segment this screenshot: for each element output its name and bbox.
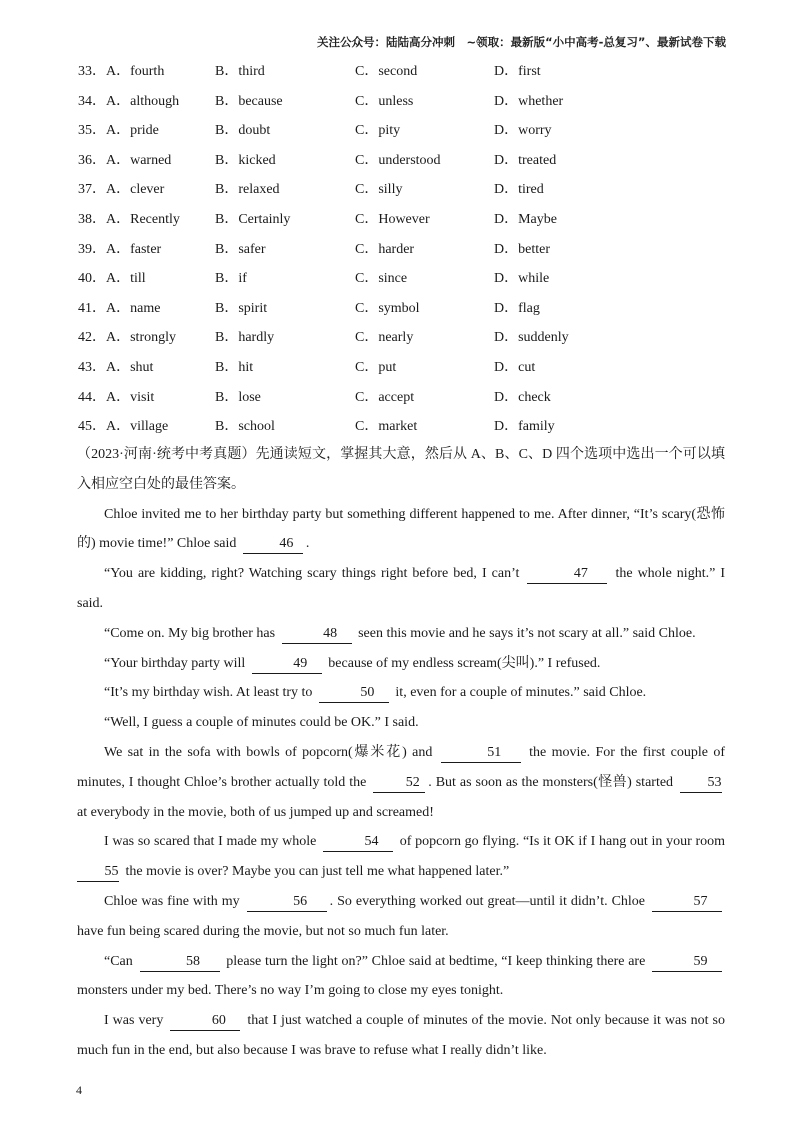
option-a: A．although [106, 93, 180, 109]
passage-paragraph [77, 947, 725, 1007]
question-number: 40． [78, 271, 106, 287]
option-c: C．pity [355, 123, 401, 139]
option-row [78, 269, 738, 299]
blank-46: 46 [243, 536, 303, 554]
passage-text: “Can [104, 953, 133, 969]
option-b: B．lose [215, 389, 261, 405]
passage-paragraph: “Well, I guess a couple of minutes could be OK.” I said. [104, 715, 419, 731]
passage-text: of popcorn go flying. “Is it OK if I hang out in your room [399, 834, 725, 850]
option-a: A．pride [106, 123, 159, 139]
option-a: A．shut [106, 359, 154, 375]
option-b: B．Certainly [215, 211, 291, 227]
blank-60: 60 [170, 1013, 240, 1031]
blank-59: 59 [652, 954, 722, 972]
option-d: D．suddenly [494, 330, 569, 346]
option-a: A．strongly [106, 330, 176, 346]
blank-47: 47 [527, 566, 607, 584]
option-a: A．faster [106, 241, 162, 257]
option-d: D．while [494, 271, 550, 287]
passage-text: . So everything worked out great—until it didn’t. Chloe [329, 893, 646, 909]
passage-text: seen this movie and he says it’s not scary at all.” said Chloe. [358, 625, 696, 641]
option-row [78, 240, 738, 270]
question-number: 33． [78, 64, 106, 79]
option-d: D．worry [494, 123, 552, 139]
option-b: B．hit [215, 359, 254, 375]
question-number: 37． [78, 182, 106, 198]
option-d: D．cut [494, 359, 536, 375]
passage-text: the movie is over? Maybe you can just tell me what happened later.” [125, 864, 510, 880]
option-a: A．village [106, 419, 169, 435]
option-d: D．first [494, 64, 541, 79]
passage-text: “It’s my birthday wish. At least try to [104, 685, 313, 701]
option-row [78, 151, 738, 181]
option-b: B．kicked [215, 152, 276, 168]
question-number: 36． [78, 152, 106, 168]
passage-paragraph [77, 619, 725, 649]
option-b: B．relaxed [215, 182, 280, 198]
blank-52: 52 [373, 775, 425, 793]
question-number: 38． [78, 211, 106, 227]
option-d: D．check [494, 389, 551, 405]
blank-57: 57 [652, 894, 722, 912]
option-row [78, 92, 738, 122]
option-c: C．since [355, 271, 408, 287]
option-c: C．market [355, 419, 418, 435]
blank-53: 53 [680, 775, 722, 793]
blank-48: 48 [282, 626, 352, 644]
option-row [78, 180, 738, 210]
question-number: 45． [78, 419, 106, 435]
passage-text: please turn the light on?” Chloe said at bedtime, “I keep thinking there are [226, 953, 646, 969]
option-row [78, 299, 738, 329]
blank-56: 56 [247, 894, 327, 912]
option-d: D．better [494, 241, 550, 257]
passage-paragraph [77, 887, 725, 947]
option-b: B．safer [215, 241, 266, 257]
question-number: 43． [78, 359, 106, 375]
passage-text: We sat in the sofa with bowls of popcorn(爆米花) and [104, 744, 433, 760]
option-b: B．spirit [215, 300, 268, 316]
question-number: 35． [78, 123, 106, 139]
option-b: B．if [215, 271, 247, 287]
passage-text: it, even for a couple of minutes.” said Chloe. [395, 685, 647, 701]
option-b: B．hardly [215, 330, 275, 346]
passage-text: because of my endless scream(尖叫).” I refused. [328, 655, 601, 671]
option-d: D．family [494, 419, 555, 435]
blank-55: 55 [77, 864, 119, 882]
blank-50: 50 [319, 685, 389, 703]
option-a: A．warned [106, 152, 172, 168]
blank-49: 49 [252, 656, 322, 674]
option-c: C．silly [355, 182, 403, 198]
passage-text: at everybody in the movie, both of us jumped up and screamed! [77, 804, 434, 820]
passage-text: the movie. For the first couple of minutes, I thought Chloe’s brother actually told the [77, 744, 726, 790]
question-number: 39． [78, 241, 106, 257]
option-c: C．symbol [355, 300, 420, 316]
option-c: C．nearly [355, 330, 414, 346]
passage-text: have fun being scared during the movie, but not so much fun later. [77, 923, 449, 939]
passage-text: that I just watched a couple of minutes of the movie. Not only because it was not so much fun in the end, but also because I was brave to refuse what I really didn’t like. [77, 1013, 726, 1058]
cloze-passage [77, 440, 725, 1066]
option-a: A．till [106, 271, 146, 287]
passage-paragraph [77, 738, 725, 827]
question-number: 41． [78, 300, 106, 316]
option-c: C．put [355, 359, 397, 375]
option-a: A．clever [106, 182, 165, 198]
option-c: C．However [355, 211, 430, 227]
option-d: D．Maybe [494, 211, 557, 227]
passage-text: Chloe invited me to her birthday party but something different happened to me. After dinner, “It’s scary(恐怖的) movie time!” Chloe said [77, 506, 725, 552]
option-a: A．fourth [106, 64, 165, 79]
option-b: B．school [215, 419, 275, 435]
option-d: D．tired [494, 182, 544, 198]
passage-paragraph [77, 559, 725, 619]
passage-paragraph [77, 500, 725, 560]
question-number: 44． [78, 389, 106, 405]
option-b: B．third [215, 64, 265, 79]
option-a: A．visit [106, 389, 155, 405]
option-b: B．because [215, 93, 283, 109]
option-row [78, 328, 738, 358]
option-b: B．doubt [215, 123, 271, 139]
passage-paragraph [77, 1006, 725, 1066]
passage-text: Chloe was fine with my [104, 893, 240, 909]
passage-text: . But as soon as the monsters(怪兽) started [428, 774, 674, 790]
option-d: D．treated [494, 152, 557, 168]
page-number: 4 [76, 1083, 82, 1097]
answer-options-list [78, 62, 738, 447]
option-d: D．whether [494, 93, 564, 109]
option-c: C．harder [355, 241, 415, 257]
passage-paragraph [77, 678, 725, 708]
blank-54: 54 [323, 834, 393, 852]
question-number: 42． [78, 330, 106, 346]
passage-text: “Come on. My big brother has [104, 625, 276, 641]
passage-paragraph [77, 827, 725, 887]
question-number: 34． [78, 93, 106, 109]
option-row [78, 388, 738, 418]
passage-instructions: （2023·河南·统考中考真题）先通读短文，掌握其大意，然后从 A、B、C、D 四个选项中选出一个可以填入相应空白处的最佳答案。 [77, 447, 725, 492]
option-d: D．flag [494, 300, 540, 316]
option-c: C．understood [355, 152, 441, 168]
passage-text: “Your birthday party will [104, 655, 246, 671]
passage-text: I was so scared that I made my whole [104, 834, 317, 850]
option-row [78, 62, 738, 92]
page-header: 关注公众号：陆陆高分冲刺 ~领取：最新版“小中高考-总复习”、最新试卷下载 [316, 35, 726, 49]
passage-text: monsters under my bed. There’s no way I’m going to close my eyes tonight. [77, 983, 504, 999]
option-row [78, 210, 738, 240]
passage-text: “You are kidding, right? Watching scary things right before bed, I can’t [104, 566, 520, 582]
blank-51: 51 [441, 745, 521, 763]
passage-text: . [305, 536, 310, 552]
option-a: A．Recently [106, 211, 180, 227]
option-row [78, 121, 738, 151]
option-row [78, 358, 738, 388]
passage-text: the whole night.” I said. [77, 566, 725, 611]
option-c: C．accept [355, 389, 415, 405]
option-c: C．unless [355, 93, 414, 109]
blank-58: 58 [140, 954, 220, 972]
passage-paragraph [77, 649, 725, 679]
option-a: A．name [106, 300, 161, 316]
passage-text: I was very [104, 1013, 164, 1029]
option-c: C．second [355, 64, 418, 79]
